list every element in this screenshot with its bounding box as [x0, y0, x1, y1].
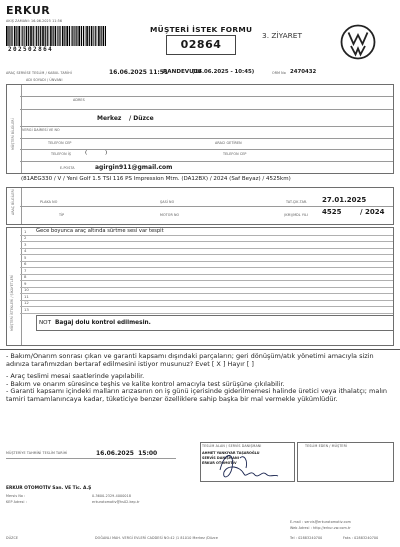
note-label: NOT	[39, 320, 52, 326]
complaint-number: 11	[24, 293, 29, 299]
receiver-company: ERKUR OTOMOTİV	[202, 461, 237, 465]
vehicle-owner-label: ARACI GETİREN	[215, 141, 242, 145]
customer-signature-label: TESLİM EDEN / MÜŞTERİ	[305, 444, 348, 448]
delivery-date-label: MÜŞTERİYE TAHMİNİ TESLİM TARİHİ	[6, 451, 68, 455]
form-number-box	[166, 35, 236, 55]
complaint-number: 4	[24, 248, 27, 253]
customer-signature-box	[297, 442, 394, 482]
handwritten-signature	[210, 440, 300, 490]
receiver-title: SERVİS DANIŞMANI	[202, 456, 239, 460]
note-delivery-hours: - Araç teslimi mesai saatlerinde yapılabilir.	[6, 372, 145, 380]
brand-logo: ERKUR	[6, 4, 51, 17]
address-district: Merkez	[97, 115, 122, 122]
phone-work-label: TELEFON İŞ	[51, 152, 72, 156]
kep-label: KEP Adresi :	[6, 500, 27, 504]
vehicle-section-label: ARAÇ BİLGİLERİ	[11, 189, 15, 215]
order-label: ORM No	[272, 71, 286, 75]
complaint-number: 5	[24, 254, 27, 260]
complaint-row	[20, 306, 393, 314]
km-label: (KM)/MDL YILI	[284, 213, 309, 217]
footer-fax: Faks : 02883240700	[343, 536, 379, 540]
service-received-label: ARAÇ SERVİSE TESLİM / KABUL TARİHİ	[6, 71, 72, 75]
plate-label: PLAKA NO	[40, 200, 58, 204]
phone-work-value: ( )	[85, 150, 108, 156]
mersis-value: 0-3600-2329-4000018	[92, 494, 132, 498]
km-value: 4525	[322, 208, 342, 216]
name-label: ADI SOYADI / ÜNVANI	[26, 78, 63, 82]
note-test-drive: - Bakım ve onarım süresince teşhis ve kalite kontrol amacıyla test sürüşüne çıkılabilir.	[6, 379, 285, 388]
footer-email: E-mail : servis@erkurotomotiv.com	[290, 520, 351, 524]
footer-address: DOĞANLI MAH. VERGİ EVLERİ CADDESİ NO:42 /1 81010 Merkez /Düzce	[95, 536, 218, 540]
type-label: TİP	[59, 213, 65, 217]
phone-mobile-label: TELEFON CEP	[48, 141, 72, 145]
mersis-label: Mersis No :	[6, 494, 26, 498]
address-label: ADRES	[73, 98, 85, 102]
complaint-number: 3	[24, 241, 27, 247]
complaint-text: Gece boyunca araç altında sürtme sesi var tespit	[36, 228, 164, 234]
barcode-number: 202502864	[8, 46, 54, 53]
form-number: 02864	[180, 38, 222, 51]
kep-value: erkurotomotiv@hs02.kep.tr	[92, 500, 140, 504]
footer-company: ERKUR OTOMOTİV San. VE Tic. A.Ş	[6, 486, 92, 491]
complaint-number: 6	[24, 261, 27, 266]
engine-label: MOTOR NO	[160, 213, 180, 217]
complaint-number: 2	[24, 235, 27, 240]
complaint-number: 10	[24, 287, 29, 292]
section-divider	[0, 349, 400, 350]
complaint-number: 1	[24, 228, 27, 234]
phone-mobile2-label: TELEFON CEP	[223, 152, 247, 156]
vehicle-description: (81AEG330 / V / Yeni Golf 1.5 TSI 116 PS Impression Mtm. (DA12BX) / 2024 (Saf Beyaz) / 4525km)	[21, 176, 291, 182]
complaint-number: 13	[24, 306, 29, 312]
notes-block-1	[6, 353, 394, 368]
volkswagen-logo-icon	[340, 24, 376, 60]
chassis-label: ŞASİ NO	[160, 200, 175, 204]
model-year: / 2024	[360, 208, 385, 216]
customer-section-label: MÜŞTERİ BİLGİLERİ	[11, 118, 15, 150]
email-label: E-POSTA	[60, 166, 75, 170]
complaint-number: 12	[24, 300, 29, 305]
form-title: MÜŞTERİ İSTEK FORMU	[150, 25, 253, 34]
footer-tel: Tel : 02883240700	[290, 536, 323, 540]
receiver-label: TESLİM ALAN / SERVİS DANIŞMANI	[202, 444, 262, 448]
complaint-number: 7	[24, 267, 27, 273]
complaint-number: 8	[24, 274, 27, 279]
barcode	[6, 26, 106, 46]
complaint-number: 9	[24, 280, 27, 286]
delivery-label: TAT.ÇIK.TAR.	[286, 200, 308, 204]
tax-label: VERGİ DAİRESİ VE NO	[22, 128, 60, 132]
note-value: Bagaj dolu kontrol edilmesin.	[55, 320, 151, 326]
note-warranty: - Garanti kapsamı içindeki malların arızasının on iş günü içerisinde giderilmemesi halinde üretici veya ithalatçı; malın tamiri tamamlanıncaya kadar, tüketiciye benzer özelliklere sahip başka bir mal vermekle yükümlüdür.	[6, 387, 388, 403]
print-time: AKIŞ ZAMANI: 16.06.2025 11:56	[6, 19, 63, 23]
receiver-name: AHMET YANKIYAR TAŞAROĞLU	[202, 451, 260, 455]
footer-city: DÜZCE	[6, 536, 19, 540]
footer-web: Web Adresi : http://erkur.vw.com.tr	[290, 526, 351, 530]
delivery-value: 27.01.2025	[322, 196, 367, 204]
service-received-value: 16.06.2025 11:51	[109, 69, 169, 76]
notes-block-2	[6, 373, 394, 403]
order-value: 2470432	[290, 69, 317, 75]
address-city: / Düzce	[129, 115, 154, 122]
appointment-value: (16.06.2025 - 10:45)	[192, 69, 255, 75]
complaints-section-label: MÜŞTERİ İSTEKLERİ / ŞİKAYETLERİ	[10, 275, 14, 331]
appointment-label: RANDEVULU	[163, 69, 202, 75]
copy-label: 3. ZİYARET	[262, 31, 302, 40]
email-value: agirgin911@gmail.com	[95, 164, 173, 171]
delivery-date-value: 16.06.2025 15:00	[96, 450, 158, 457]
note-recycling: - Bakım/Onarım sonrası çıkan ve garanti kapsamı dışındaki parçaların; geri dönüşüm/atık yönetimi amacıyla sizin adınıza tarafımızdan bertaraf edilmesini istiyor musunuz? Evet [ X ] Hayır [ ]	[6, 352, 374, 368]
